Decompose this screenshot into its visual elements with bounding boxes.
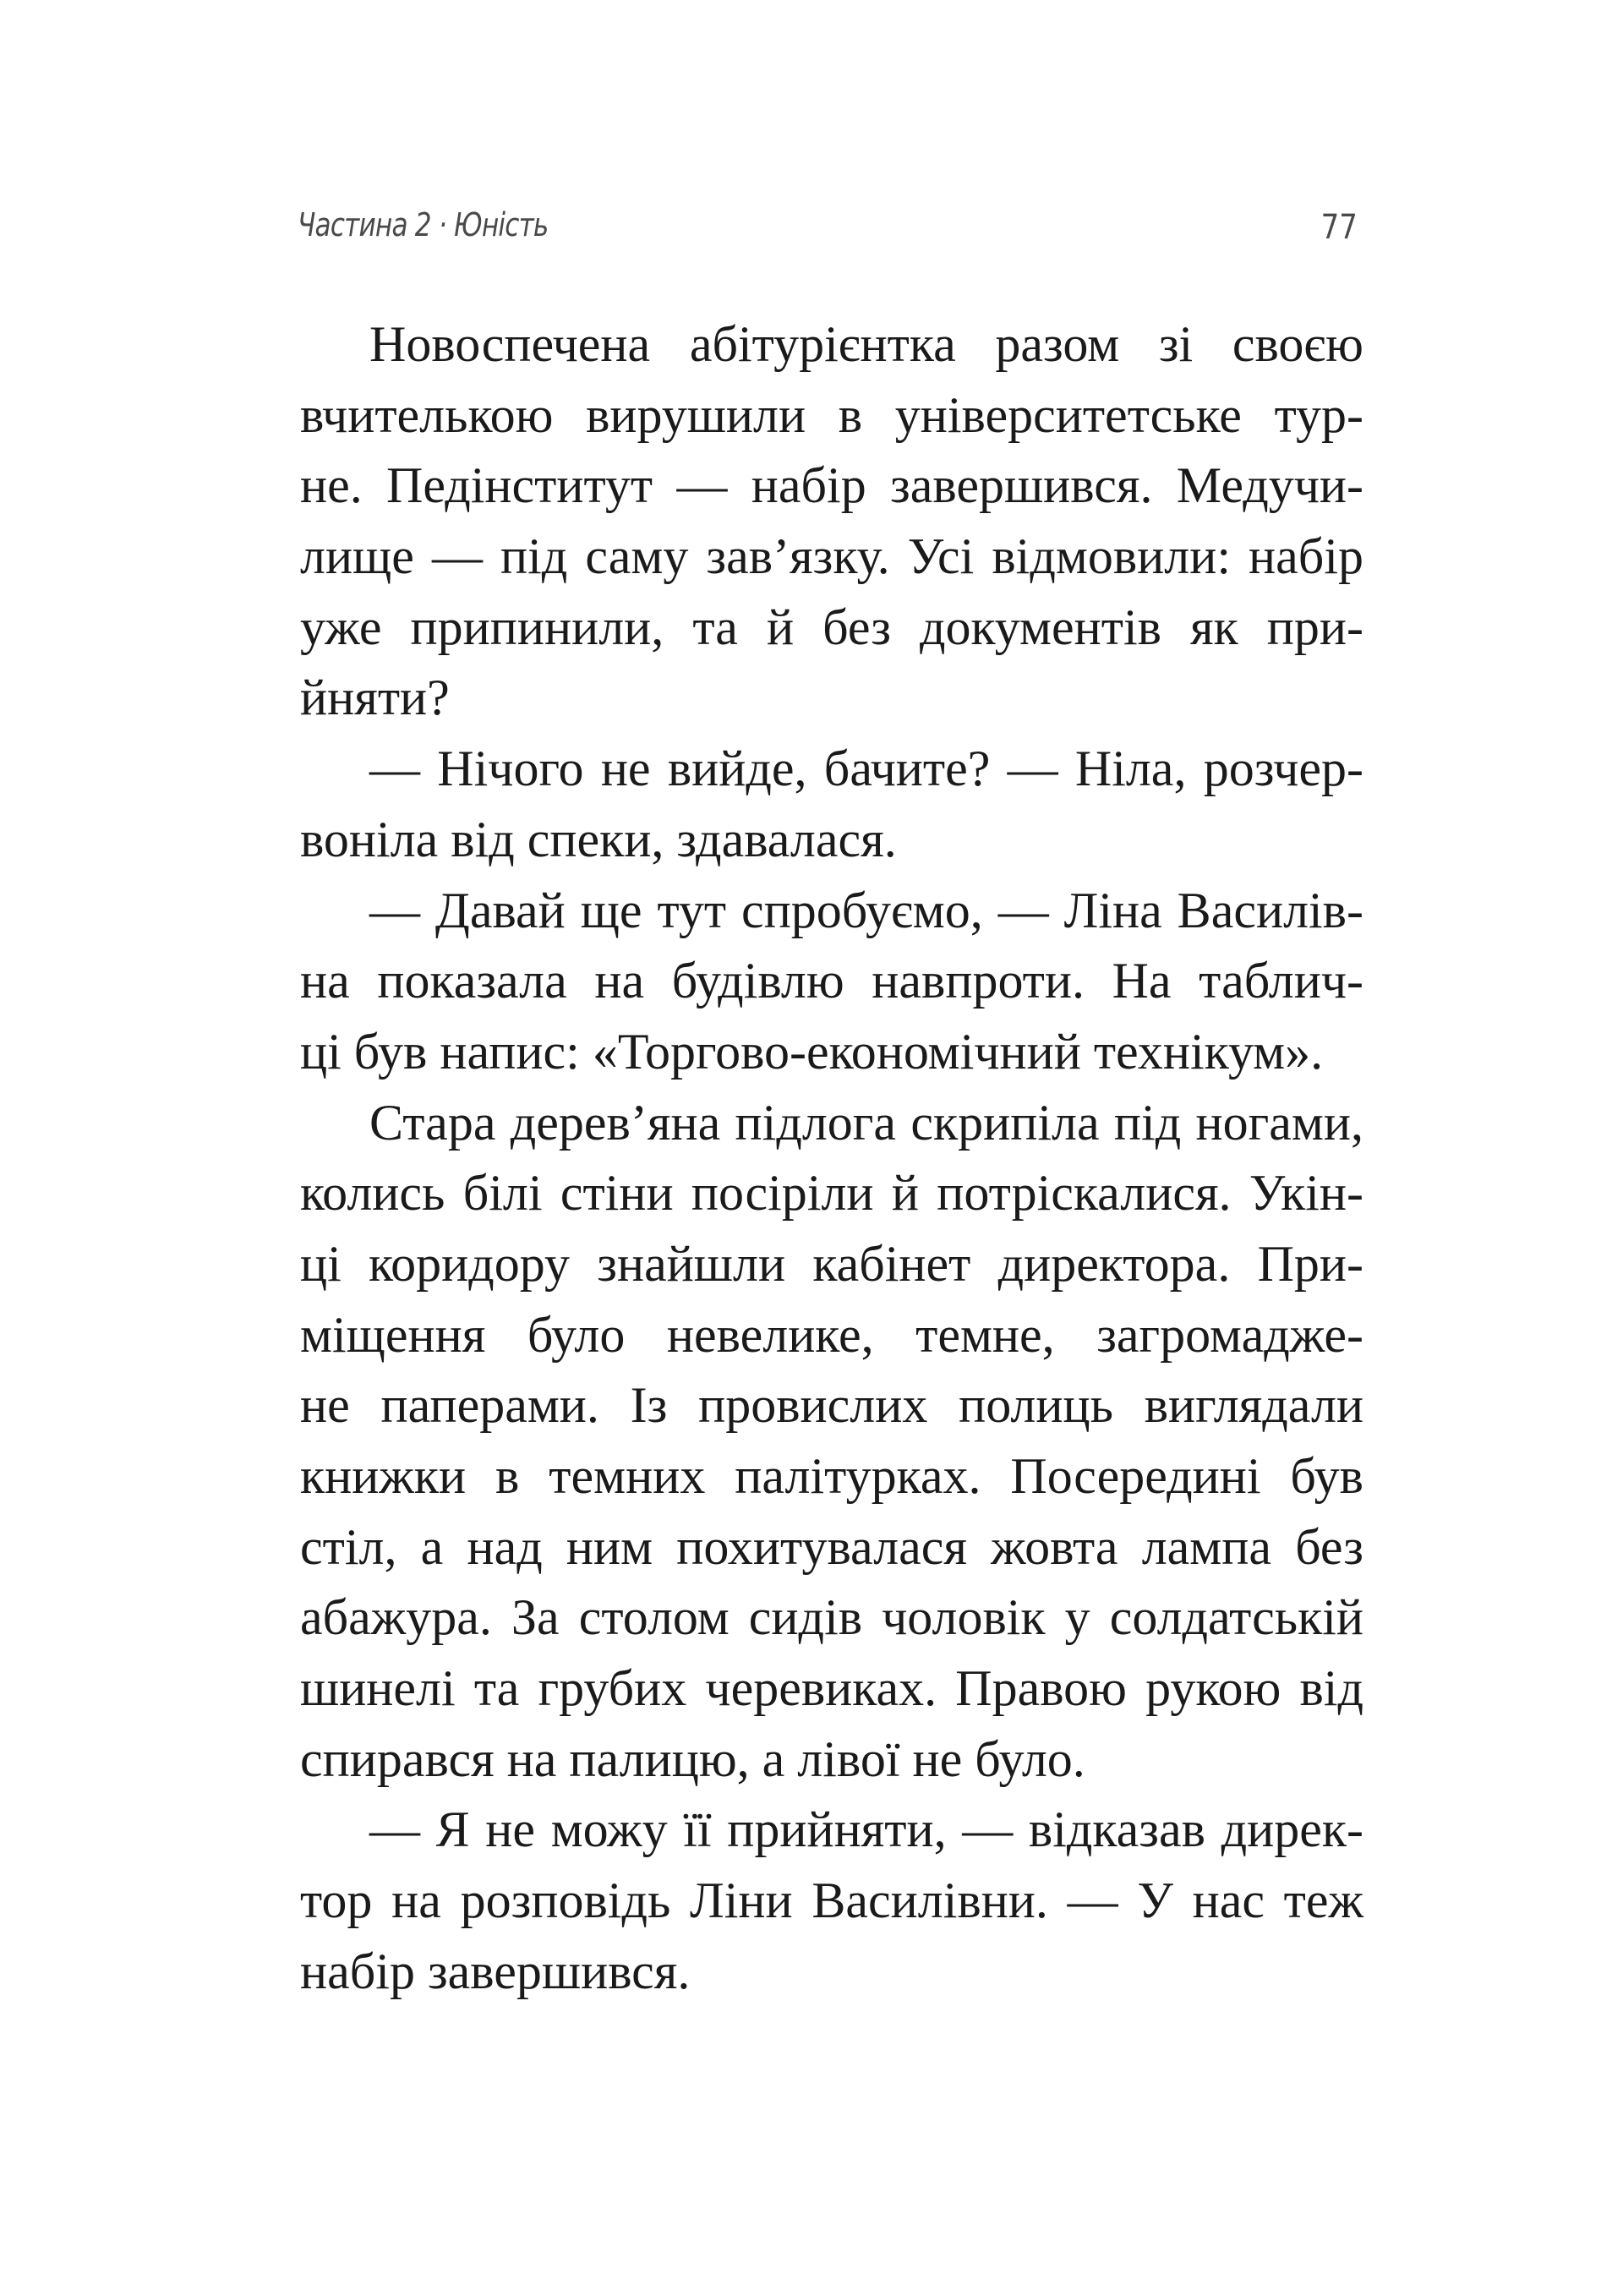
paragraph [300,734,1363,875]
text-line: не паперами. Із провислих полиць виглядали [300,1377,1363,1434]
text-line: стіл, а над ним похитувалася жовта лампа без [300,1518,1363,1575]
text-line: Стара дерев’яна підлога скрипіла під ногами, [369,1094,1363,1151]
text-line: йняти? [300,670,450,726]
text-line: ці коридору знайшли кабінет директора. При- [300,1235,1363,1292]
paragraph [300,1088,1363,1796]
text-line: не. Педінститут — набір завершився. Медучи- [300,457,1363,514]
text-line: — Давай ще тут спробуємо, — Ліна Василів- [369,882,1363,938]
text-line: тор на розповідь Ліни Василівни. — У нас теж [300,1872,1363,1929]
running-title: Частина 2 · Юність [298,206,549,243]
text-line: на показала на будівлю навпроти. На таблич- [300,953,1363,1009]
text-line: — Нічого не вийде, бачите? — Ніла, розчер- [369,741,1363,797]
text-line: набір завершився. [300,1943,691,1999]
text-line: ці був напис: «Торгово-економічний технікум». [300,1023,1324,1080]
text-line: шинелі та грубих черевиках. Правою рукою від [300,1660,1363,1717]
text-line: лище — під саму зав’язку. Усі відмовили: набір [300,528,1363,585]
body-text [300,309,1363,2008]
paragraph [300,1795,1363,2007]
text-line: міщення було невелике, темне, загромадже- [300,1306,1363,1363]
paragraph [300,876,1363,1088]
text-line: уже припинили, та й без документів як при- [300,599,1363,655]
running-header [298,206,1364,257]
paragraph [300,309,1363,734]
text-line: абажура. За столом сидів чоловік у солдатській [300,1589,1363,1646]
text-line: вчителькою вирушили в університетське тур- [300,386,1363,443]
page-number: 77 [1320,208,1358,247]
text-line: колись білі стіни посіріли й потріскалися. Укін- [300,1165,1363,1222]
text-line: Новоспечена абітурієнтка разом зі своєю [369,316,1363,372]
text-line: книжки в темних палітурках. Посередині був [300,1448,1363,1504]
text-line: спирався на палицю, а лівої не було. [300,1730,1085,1787]
text-line: воніла від спеки, здавалася. [300,811,897,867]
text-line: — Я не можу її прийняти, — відказав дирек- [369,1801,1363,1858]
